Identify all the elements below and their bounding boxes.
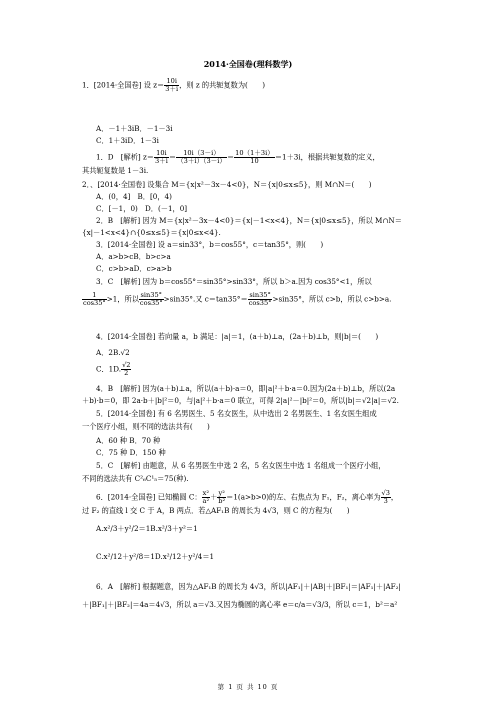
- q6-options-ab: A.x²/3＋y²/2＝1B.x²/3＋y²＝1: [96, 524, 198, 533]
- q3-stem: 3．[2014·全国卷] 设 a＝sin33°，b＝cos55°，c＝tan35°，则( ): [96, 240, 324, 249]
- q3-sol-c: >sin35°.又 c＝tan35°＝: [163, 294, 248, 304]
- q3-sol-d: >sin35°，所以 c>b，所以 c>b>a.: [272, 294, 392, 304]
- q1-sol-frac1: [154, 150, 169, 165]
- q1-sol-f2n: 10i（3－i）: [176, 150, 227, 158]
- q1-solution: [96, 150, 380, 165]
- page-footer: 第 1 页 共 10 页: [217, 683, 279, 691]
- q3-sol-b: >1，所以: [106, 294, 139, 304]
- q1-frac-den: 3＋i: [165, 85, 179, 93]
- q4-opt-d-frac: [121, 362, 131, 377]
- q3-fa-n: 1: [82, 292, 107, 300]
- q1-sol-frac3: [234, 150, 275, 165]
- q3-frac-a: [82, 292, 107, 307]
- q6-e1n: x²: [202, 489, 209, 497]
- q3-solution-line2: [82, 292, 391, 307]
- q6-e2n: y²: [218, 489, 225, 497]
- q6-solution: 6．A [解析] 根据题意，因为△AF₁B 的周长为 4√3，所以|AF₁|＋|AB|＋|BF₁|＝|AF₁|＋|AF₂|: [96, 582, 401, 591]
- q4-solution-line2: ＋b)·b＝0，即 2a·b＋|b|²＝0，与|a|²＋b·a＝0 联立，可得 2|a|²－|b|²＝0，所以|b|＝√2|a|＝√2.: [82, 396, 399, 405]
- q3-frac-c: [248, 292, 273, 307]
- q1-sol-frac2: [176, 150, 227, 165]
- q3-fb-d: cos35°: [139, 299, 163, 307]
- q4-optd-n: √2: [122, 361, 131, 369]
- q3-options-cd: C．c>b>aD．c>a>b: [96, 264, 172, 273]
- q5-stem: 5．[2014·全国卷] 有 6 名男医生、5 名女医生，从中选出 2 名男医生、1 名女医生组成: [96, 409, 377, 418]
- q5-stem-line2: 一个医疗小组，则不同的选法共有( ): [82, 422, 210, 431]
- q2-options-ab: A．(0，4] B．[0，4): [96, 192, 172, 201]
- q1-fraction: [164, 78, 179, 93]
- q4-stem: 4．[2014·全国卷] 若向量 a，b 满足：|a|＝1，(a＋b)⊥a，(2a＋b)⊥b，则|b|＝( ): [96, 332, 379, 341]
- q1-sol-f1d: 3＋i: [154, 157, 168, 165]
- q4-options-ab: A．2B.√2: [96, 348, 130, 357]
- q4-optd-d: 2: [124, 369, 129, 377]
- q4-solution: 4．B [解析] 因为(a＋b)⊥a，所以(a＋b)·a＝0，即|a|²＋b·a＝0.因为(2a＋b)⊥b，所以(2a: [96, 384, 396, 393]
- q6-stem-c: ，: [390, 492, 399, 502]
- q6-e3d: 3: [383, 497, 388, 505]
- q1-sol-b: ＝1＋3i，根据共轭复数的定义，: [274, 152, 380, 162]
- q1-eq1: ＝: [168, 152, 177, 162]
- q2-options-cd: C．[－1，0) D．(－1，0]: [96, 204, 188, 213]
- q6-solution-line2: ＋|BF₁|＋|BF₂|＝4a＝4√3，所以 a＝√3.又因为椭圆的离心率 e＝c/a＝√3/3，所以 c＝1，b²＝a²: [82, 600, 398, 609]
- q5-options-ab: A．60 种 B．70 种: [96, 436, 161, 445]
- q1-sol-f3n: 10（1＋3i）: [235, 149, 274, 157]
- q6-e1d: a²: [202, 497, 210, 505]
- q6-e2d: b²: [218, 497, 226, 505]
- q1-options-cd: C．1＋3iD．1－3i: [96, 136, 159, 145]
- q1-sol-f3d: 10: [250, 157, 259, 165]
- q3-fa-d: cos35°: [83, 299, 106, 307]
- q1-eq2: ＝: [226, 152, 235, 162]
- q1-sol-f1n: 10i: [154, 150, 169, 158]
- q6-options-cd: C.x²/12＋y²/8＝1D.x²/12＋y²/4＝1: [96, 552, 215, 561]
- q5-solution-line2: 不同的选法共有 C²₆C¹₅＝75(种).: [82, 474, 189, 483]
- q1-stem-b: ，则 z 的共轭复数为( ): [179, 80, 265, 90]
- q2-stem: 2．、[2014·全国卷] 设集合 M＝{x|x²－3x－4<0}，N＝{x|0≤x≤5}，则 M∩N＝( ): [82, 180, 372, 189]
- q6-e3n: √3: [381, 489, 390, 497]
- q6-e3: [381, 490, 391, 505]
- q6-stem: [96, 490, 398, 505]
- q4-options-cd: [96, 362, 131, 377]
- q1-sol-a: 1．D [解析] z＝: [96, 152, 154, 162]
- q6-e2: [217, 490, 226, 505]
- q5-options-cd: C．75 种 D．150 种: [96, 448, 166, 457]
- q1-solution-line2: 其共轭复数是 1－3i.: [82, 166, 149, 175]
- q1-stem-a: 1．[2014·全国卷] 设 z＝: [82, 80, 165, 90]
- q6-stem-b: ＝1(a>b>0)的左、右焦点为 F₁，F₂，离心率为: [226, 492, 381, 502]
- q1-sol-f2d: （3＋i）（3－i）: [177, 157, 226, 165]
- q3-fc-d: cos35°: [248, 299, 272, 307]
- q3-fb-n: sin35°: [140, 291, 162, 299]
- q6-e1: [202, 490, 211, 505]
- q2-solution-line2: {x|－1<x<4}∩{0≤x≤5}＝{x|0≤x<4}.: [82, 228, 221, 237]
- q5-solution: 5．C [解析] 由题意，从 6 名男医生中选 2 名，5 名女医生中选 1 名组成一个医疗小组，: [96, 461, 386, 470]
- q3-solution: 3．C [解析] 因为 b＝cos55°＝sin35°>sin33°，所以 b＞a.因为 cos35°<1，所以: [96, 277, 372, 286]
- q1-options-ab: A．－1＋3iB．－1－3i: [96, 124, 173, 133]
- page-title: 2014·全国卷(理科数学): [203, 59, 293, 69]
- q6-plus: ＋: [210, 492, 218, 502]
- q3-options-ab: A．a>b>cB．b>c>a: [96, 252, 171, 261]
- q3-fc-n: sin35°: [249, 291, 271, 299]
- q1-stem: [82, 78, 265, 93]
- q3-frac-b: [139, 292, 164, 307]
- q6-stem-a: 6．[2014·全国卷] 已知椭圆 C：: [96, 492, 202, 502]
- q6-stem-line2: 过 F₂ 的直线 l 交 C 于 A，B 两点．若△AF₁B 的周长为 4√3，则 C 的方程为( ): [82, 506, 350, 515]
- q1-frac-num: 10i: [164, 78, 179, 86]
- q4-opt-c: C．1D.: [96, 364, 122, 374]
- q2-solution: 2．B [解析] 因为 M＝{x|x²－3x－4<0}＝{x|－1<x<4}，N＝{x|0≤x≤5}，所以 M∩N＝: [96, 216, 402, 225]
